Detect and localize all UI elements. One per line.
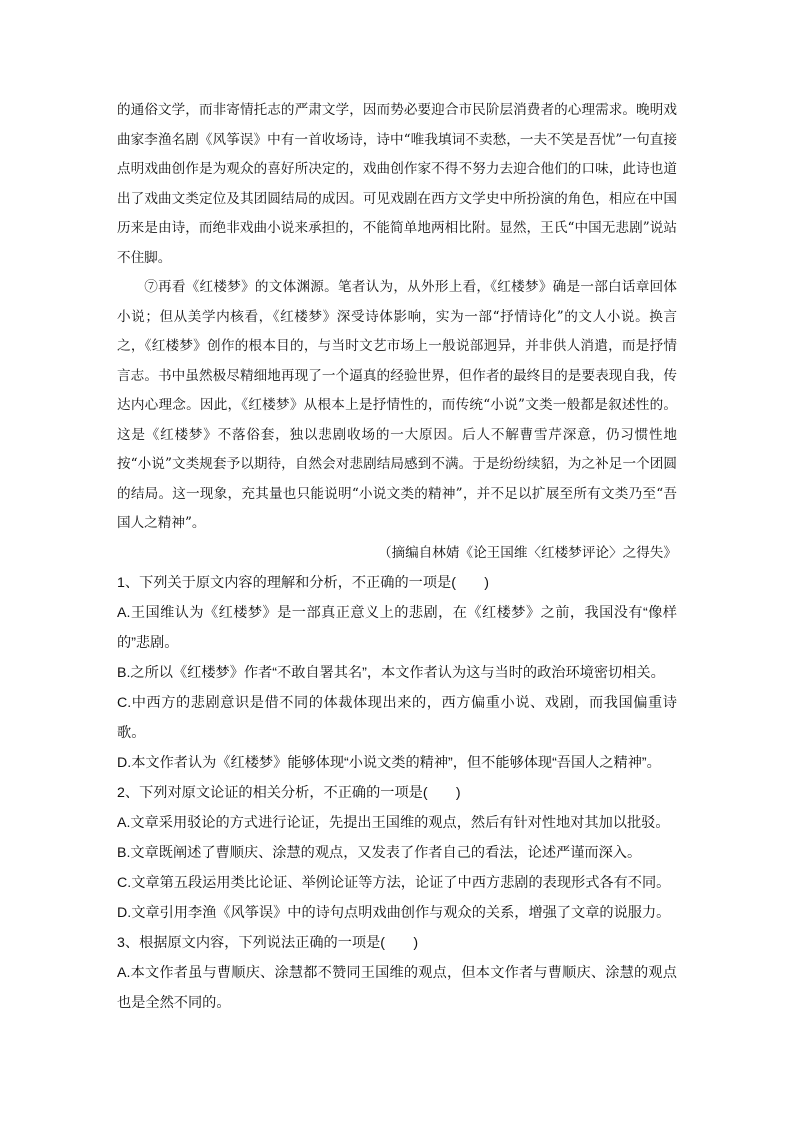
option-b: B.之所以《红楼梦》作者“不敢自署其名”，本文作者认为这与当时的政治环境密切相关。: [117, 665, 665, 681]
question-3: [117, 928, 677, 1018]
option-a: A.王国维认为《红楼梦》是一部真正意义上的悲剧，在《红楼梦》之前，我国没有“像样的”悲剧。: [117, 605, 677, 651]
option-d: D.文章引用李渔《风筝误》中的诗句点明戏曲创作与观众的关系，增强了文章的说服力。: [117, 905, 671, 921]
option-b: B.文章既阐述了曹顺庆、涂慧的观点，又发表了作者自己的看法，论述严谨而深入。: [117, 845, 642, 861]
question-stem: 1、下列关于原文内容的理解和分析，不正确的一项是( ): [117, 575, 490, 591]
document-content: [117, 96, 677, 1018]
question-stem: 2、下列对原文论证的相关分析，不正确的一项是( ): [117, 785, 461, 801]
question-1: [117, 568, 677, 778]
option-a: A.文章采用驳论的方式进行论证，先提出王国维的观点，然后有针对性地对其加以批驳。: [117, 815, 670, 831]
option-d: D.本文作者认为《红楼梦》能够体现“小说文类的精神”，但不能够体现“吾国人之精神”。: [117, 755, 661, 771]
option-c: C.文章第五段运用类比论证、举例论证等方法，论证了中西方悲剧的表现形式各有不同。: [117, 875, 671, 891]
passage-paragraph-7: ⑦再看《红楼梦》的文体渊源。笔者认为，从外形上看，《红楼梦》确是一部白话章回体小说；但从美学内核看，《红楼梦》深受诗体影响，实为一部“抒情诗化”的文人小说。换言之，《红楼梦》创作的根本目的，与当时文艺市场上一般说部迥异，并非供人消遣，而是抒情言志。书中虽然极尽精细地再现了一个逼真的经验世界，但作者的最终目的是要表现自我，传达内心理念。因此，《红楼梦》从根本上是抒情性的，而传统“小说”文类一般都是叙述性的。这是《红楼梦》不落俗套，独以悲剧收场的一大原因。后人不解曹雪芹深意，仍习惯性地按“小说”文类规套予以期待，自然会对悲剧结局感到不满。于是纷纷续貂，为之补足一个团圆的结局。这一现象，充其量也只能说明“小说文类的精神”，并不足以扩展至所有文类乃至“吾国人之精神”。: [117, 279, 677, 531]
option-a: A.本文作者虽与曹顺庆、涂慧都不赞同王国维的观点，但本文作者与曹顺庆、涂慧的观点也是全然不同的。: [117, 965, 677, 1011]
question-2: [117, 778, 677, 928]
passage-paragraph-6-continued: 的通俗文学，而非寄情托志的严肃文学，因而势必要迎合市民阶层消费者的心理需求。晚明戏曲家李渔名剧《风筝误》中有一首收场诗，诗中“唯我填词不卖愁，一夫不笑是吾忧”一句直接点明戏曲创作是为观众的喜好所决定的，戏曲创作家不得不努力去迎合他们的口味，此诗也道出了戏曲文类定位及其团圆结局的成因。可见戏剧在西方文学史中所扮演的角色，相应在中国历来是由诗，而绝非戏曲小说来承担的，不能简单地两相比附。显然，王氏“中国无悲剧”说站不住脚。: [117, 102, 677, 266]
passage-source-citation: （摘编自林婧《论王国维〈红楼梦评论〉之得失》: [377, 544, 677, 561]
option-c: C.中西方的悲剧意识是借不同的体裁体现出来的，西方偏重小说、戏剧，而我国偏重诗歌。: [117, 695, 677, 741]
question-stem: 3、根据原文内容，下列说法正确的一项是( ): [117, 935, 419, 951]
